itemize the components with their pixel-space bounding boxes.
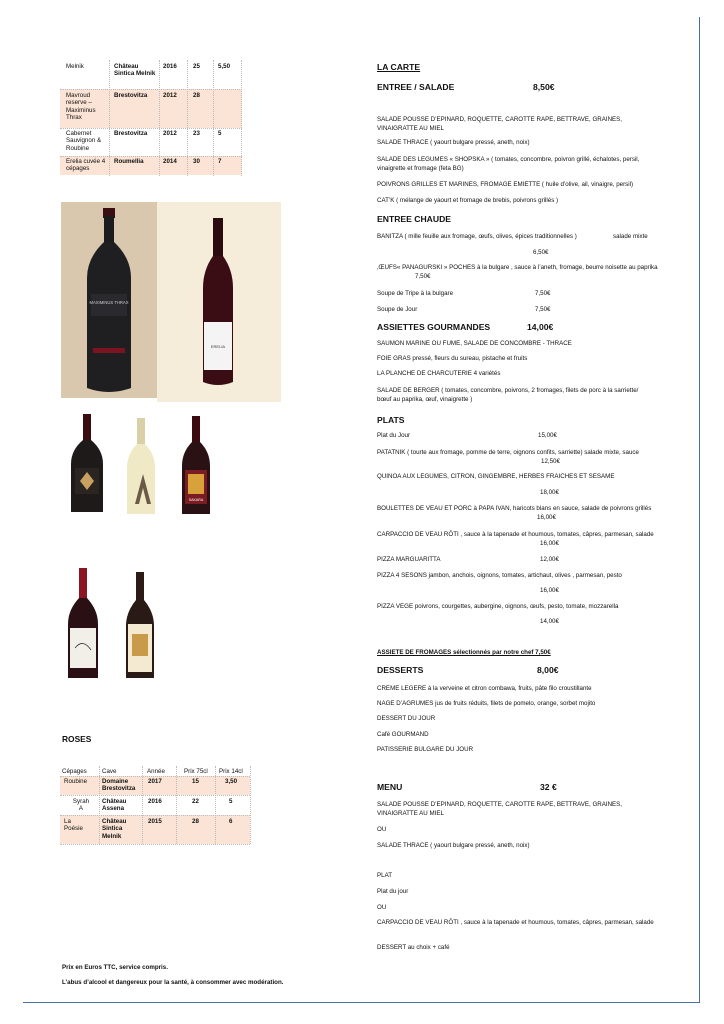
wine-year: 2012 [163,92,177,99]
rose-cave: Domaine Brestovitza [102,778,136,793]
menu-item: SALADE POUSSE D’EPINARD, ROQUETTE, CAROTTE RAPE, BETTRAVE, GRAINES, VINAIGRATTE AU MIEL [377,116,623,132]
wine-cave: Roumellia [114,158,144,165]
menu-item: PIZZA VEGE poivrons, courgettes, aubergine, oignons, œufs, pesto, tomate, mozzarella [377,603,619,610]
rose-price-14: 6 [229,818,233,825]
menu-item-price: 12,50€ [541,458,560,465]
section-title-entree-chaude: ENTREE CHAUDE [377,214,452,224]
menu-line: DESSERT au choix + café [377,944,450,951]
wine-name: Melnik [66,63,84,70]
section-title-entree: ENTREE / SALADE [377,82,455,92]
wine-cave: Brestovitza [114,92,148,99]
wine-name: Cabernet Sauvignon & Roubine [66,130,102,152]
col-header-p14: Prix 14cl [219,768,243,775]
menu-item-price: 16,00€ [537,514,556,521]
wine-name: Mavroud reserve – Maximinus Thrax [66,92,96,122]
footer-alcohol-warning: L’abus d’alcool et dangereux pour la santé, à consommer avec modération. [62,979,284,986]
section-price-desserts: 8,00€ [537,665,559,675]
menu-item: DESSERT DU JOUR [377,715,436,722]
roses-title: ROSES [62,734,92,744]
wine-bottle-photo-5 [176,414,216,516]
section-price-menu: 32 € [540,782,557,792]
rose-price-75: 28 [192,818,199,825]
rose-price-75: 22 [192,798,199,805]
menu-item-price: 7,50€ [535,306,551,313]
rose-price-75: 15 [192,778,199,785]
bottle-label-text: SAKARA [188,498,204,502]
wine-price-14: 5 [218,130,222,137]
rose-price-14: 3,50 [225,778,238,785]
wine-year: 2012 [163,130,177,137]
section-title-desserts: DESSERTS [377,665,424,675]
menu-item: SALADE THRACE ( yaourt bulgare pressé, aneth, noix) [377,139,530,146]
menu-item: CAT’K ( mélange de yaourt et fromage de brebis, poivrons grillés ) [377,197,559,204]
menu-item: Soupe de Tripe à la bulgare [377,290,454,297]
carte-title: LA CARTE [377,62,421,72]
wine-bottle-photo-6 [63,566,103,680]
col-header-p75: Prix 75cl [184,768,208,775]
rose-name: Roubine [64,778,88,785]
wine-bottle-photo-4 [121,416,161,516]
rose-name: La Poésie [64,818,83,833]
menu-line: OU [377,826,387,833]
rose-name: Syrah A [72,798,90,813]
menu-item: SAUMON MARINE OU FUME, SALADE DE CONCOMBRE - THRACE [377,340,572,347]
menu-item: Café GOURMAND [377,731,429,738]
menu-line: Plat du jour [377,888,409,895]
menu-item: SALADE DE BERGER ( tomates, concombre, poivrons, 2 fromages, filets de porc à la sarriette/ bœuf au paprika, œuf, vinaigrette ) [377,387,639,403]
menu-item-price: 16,00€ [540,587,559,594]
rose-price-14: 5 [229,798,233,805]
menu-item-price: 16,00€ [540,540,559,547]
menu-item-price: 6,50€ [533,249,549,256]
col-header-cave: Cave [102,768,117,775]
menu-item: BANITZA ( mille feuille aux fromage, œufs, olives, épices traditionnelles ) [377,233,577,240]
wine-price-75: 23 [193,130,200,137]
wine-bottle-photo-maximinus [61,202,157,398]
menu-item: PIZZA MARGUARITTA [377,556,441,563]
wine-year: 2014 [163,158,177,165]
rose-year: 2015 [148,818,162,825]
wine-cave: Brestovitza [114,130,148,137]
section-price-assiettes: 14,00€ [527,322,554,332]
menu-item: LA PLANCHE DE CHARCUTERIE 4 variétés [377,370,501,377]
menu-item: Soupe de Jour [377,306,418,313]
menu-line: PLAT [377,872,393,879]
wine-name: Erelia cuvée 4 cépages [66,158,106,173]
menu-item: QUINOA AUX LEGUMES, CITRON, GINGEMBRE, HERBES FRAICHES ET SESAME [377,473,615,480]
menu-item: ‚ŒUFS« PANAGURSKI » POCHES à la bulgare , sauce à l’aneth, fromage, beurre noisette au paprika [377,264,658,271]
menu-item: POIVRONS GRILLES ET MARINES, FROMAGE EMIETTE ( huile d’olive, ail, vinaigre, persil) [377,181,634,188]
section-title-plats: PLATS [377,415,405,425]
section-price-entree: 8,50€ [533,82,555,92]
cheese-plate: ASSIETE DE FROMAGES sélectionnés par notre chef 7,50€ [377,649,551,656]
section-title-assiettes: ASSIETTES GOURMANDES [377,322,491,332]
menu-item: CARPACCIO DE VEAU RÔTI , sauce à la tapenade et houmous, tomates, câpres, parmesan, salade [377,531,654,538]
menu-item-price: 7,50€ [415,273,431,280]
menu-item: CREME LEGERE à la verveine et citron combawa, fruits, pâte filo croustillante [377,685,592,692]
wine-bottle-photo-3 [63,412,111,516]
rose-cave: Château Sintica Melnik [102,818,127,840]
wine-price-75: 30 [193,158,200,165]
bottle-label-text: ERELIA [210,344,226,349]
wine-price-75: 25 [193,63,200,70]
menu-line: SALADE THRACE ( yaourt bulgare pressé, aneth, noix) [377,842,530,849]
wine-price-14: 5,50 [218,63,231,70]
menu-item: NAGE D’AGRUMES jus de fruits réduits, filets de pomelo, orange, sorbet mojito [377,700,596,707]
menu-item-price: 15,00€ [538,432,557,439]
wine-bottle-photo-erelia [157,202,281,402]
footer-price-note: Prix en Euros TTC, service compris. [62,964,168,971]
wine-price-75: 28 [193,92,200,99]
wine-price-14: 7 [218,158,222,165]
menu-item: SALADE DES LEGUMES « SHOPSKA » ( tomates, concombre, poivron grillé, échalotes, persil, vinaigrette et fromage (feta BG) [377,156,640,172]
rose-cave: Château Assena [102,798,127,813]
menu-item: PIZZA 4 SESONS jambon, anchois, oignons, tomates, artichaut, olives , parmesan, pesto [377,572,622,579]
menu-item-price: 12,00€ [540,556,559,563]
wine-bottle-photo-7 [122,570,158,680]
section-title-menu: MENU [377,782,403,792]
bottle-label-text: MAXIMINUS THRAX [89,300,129,305]
col-header-annee: Année [147,768,165,775]
wine-cave: Château Sintica Melnik [114,63,156,78]
menu-item: Plat du Jour [377,432,411,439]
col-header-cepages: Cépages [62,768,87,775]
menu-item: BOULETTES DE VEAU ET PORC à PAPA IVAN, haricots blans en sauce, salade de poivrons grillés [377,505,652,512]
menu-item-price: 7,50€ [535,290,551,297]
menu-item-price: 18,00€ [540,489,559,496]
menu-item-price: 14,00€ [540,618,559,625]
menu-line: SALADE POUSSE D’EPINARD, ROQUETTE, CAROTTE RAPE, BETTRAVE, GRAINES, VINAIGRATTE AU MIEL [377,801,623,817]
menu-item: PATATNIK ( tourte aux fromage, pomme de terre, oignons confits, sarriette) salade mixte, sauce [377,449,639,456]
menu-line: OU [377,904,387,911]
wine-year: 2016 [163,63,177,70]
rose-year: 2017 [148,778,162,785]
menu-item: PATISSERIE BULGARE DU JOUR [377,746,474,753]
menu-line: CARPACCIO DE VEAU RÔTI , sauce à la tapenade et houmous, tomates, câpres, parmesan, salade [377,919,654,926]
menu-item-suffix: salade mixte [613,233,648,240]
rose-year: 2016 [148,798,162,805]
menu-item: FOIE GRAS pressé, fleurs du sureau, pistache et fruits [377,355,528,362]
